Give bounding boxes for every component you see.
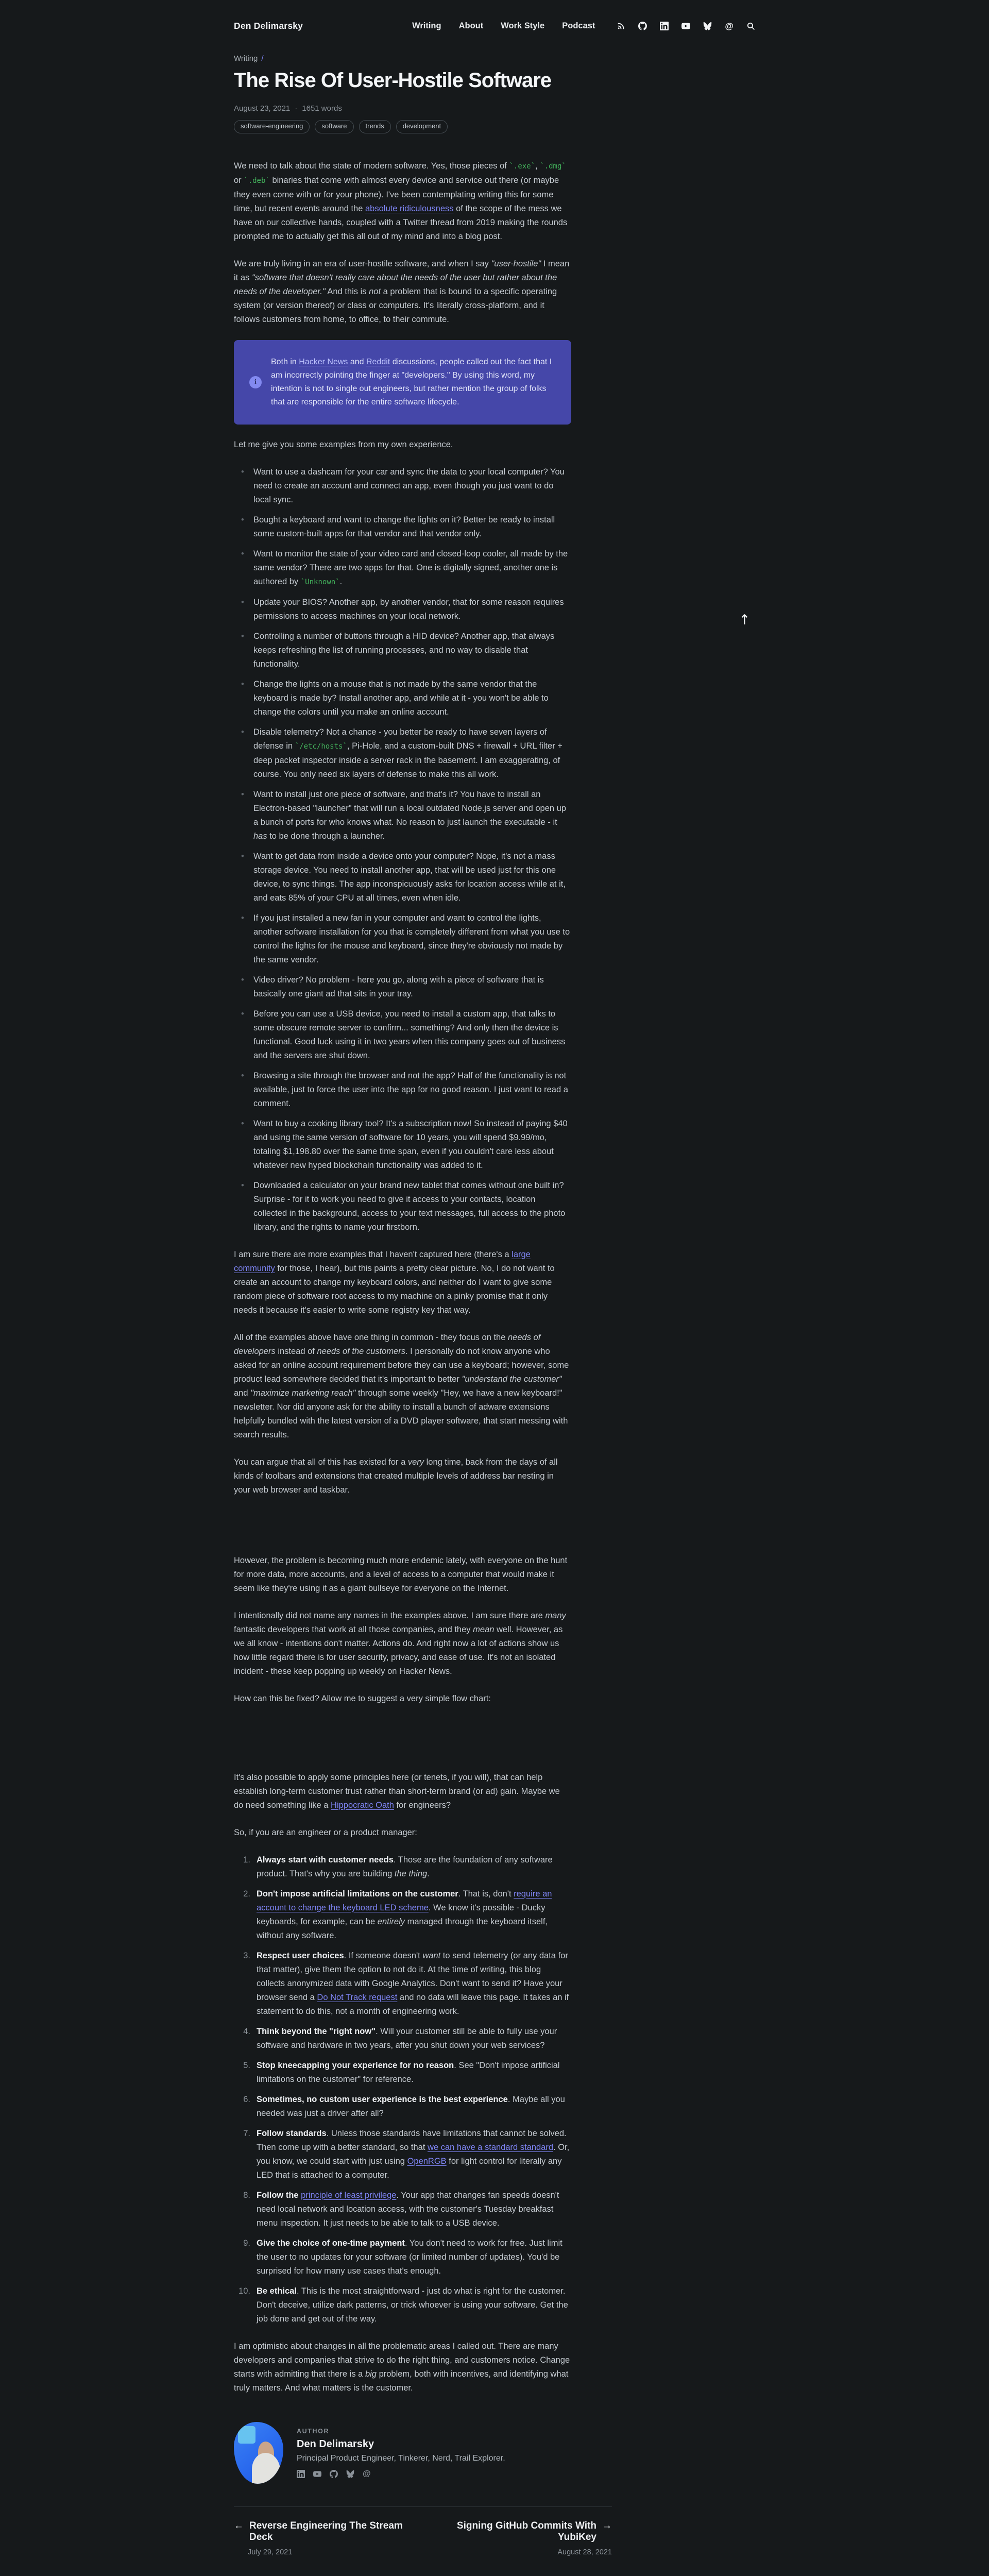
nav-about[interactable]: About (458, 21, 484, 30)
inline-link[interactable]: principle of least privilege (301, 2190, 397, 2200)
next-post-link[interactable] (422, 2520, 612, 2543)
info-icon: i (249, 376, 262, 388)
principles-list (234, 1853, 571, 2326)
tag-list (234, 120, 755, 133)
meta-separator: · (295, 104, 298, 113)
arrow-left-icon: ← (234, 2520, 244, 2531)
example-item: • Browsing a site through the browser and not the app? Half of the functionality is not available, just to force the user into the app for no good reason. I just want to read a comment. (253, 1069, 571, 1111)
example-item: • If you just installed a new fan in your computer and want to control the lights, another software installation for you that is completely different from what you use to control the lights for the mouse and keyboard, since they're obviously not made by the same vendor. (253, 911, 571, 967)
site-footer (234, 2506, 755, 2576)
author-label: AUTHOR (297, 2427, 330, 2435)
brand-link[interactable]: Den Delimarsky (234, 21, 303, 31)
inline-em: the thing (394, 1869, 428, 1878)
inline-em: not (369, 286, 381, 296)
paragraph: You can argue that all of this has existed for a very long time, back from the days of all kinds of toolbars and extensions that created multiple levels of address bar nesting in your web browser and taskbar. (234, 1457, 558, 1495)
next-post-title: Signing GitHub Commits With YubiKey (456, 2520, 596, 2543)
principle-item: Don't impose artificial limitations on the customer. That is, don't require an account to change the keyboard LED scheme. We know it's possible - Ducky keyboards, for example, can be entirely managed through the keyboard itself, without any software. (257, 1889, 552, 1940)
example-item: • Want to use a dashcam for your car and sync the data to your local computer? You need to create an account and connect an app, even though you just want to do local sync. (253, 465, 571, 507)
nav-podcast[interactable]: Podcast (562, 21, 595, 30)
bluesky-icon[interactable] (703, 22, 712, 30)
paragraph: So, if you are an engineer or a product manager: (234, 1827, 417, 1837)
inline-link[interactable]: OpenRGB (407, 2156, 447, 2166)
inline-code: ` .exe ` (509, 162, 535, 171)
paragraph: I intentionally did not name any names in the examples above. I am sure there are many fantastic developers that work at all those companies, and they mean well. However, as we all know - intentions don't matter. Actions do. And right now a lot of actions show us how little regard there is for user security, privacy, and ease of use. It's not an isolated incident - these keep popping up weekly on Hacker News. (234, 1611, 566, 1676)
example-item: • Downloaded a calculator on your brand new tablet that comes without one built in? Surprise - for it to work you need to give it access to your contacts, location collected in the background, access to your text messages, full access to the photo library, and the rights to name your firstborn. (253, 1179, 571, 1234)
author-info (297, 2428, 505, 2478)
paragraph: All of the examples above have one thing in common - they focus on the needs of developers instead of needs of the customers. I personally do not know anyone who asked for an online account requirement before they can use a keyboard; however, some product lead somewhere decided that it's important to better "understand the customer" and "maximize marketing reach" through some weekly "Hey, we have a new keyboard!" newsletter. Nor did anyone ask for the ability to install a bunch of adware extensions helpfully bundled with the latest version of a DVD player software, that start messing with search results. (234, 1332, 569, 1439)
mastodon-icon[interactable]: @ (363, 2469, 371, 2478)
info-callout (234, 340, 571, 425)
inline-link[interactable]: require an account to change the keyboard LED scheme (257, 1889, 552, 1912)
word-count: 1651 words (302, 104, 342, 113)
inline-em: many (545, 1611, 566, 1620)
next-post-date: August 28, 2021 (557, 2548, 612, 2556)
scroll-top-button[interactable]: ↑ (737, 611, 753, 629)
inline-strong: Think beyond the "right now" (257, 2026, 376, 2036)
inline-link[interactable]: absolute ridiculousness (365, 204, 454, 213)
author-social-row (297, 2470, 505, 2478)
breadcrumb (234, 54, 755, 63)
example-item: • Want to buy a cooking library tool? It's a subscription now! So instead of paying $40 and using the same version of software for 10 years, you will spend $9.99/mo, totaling $1,198.80 over the same time span, even if you couldn't care less about whatever new hyped blockchain functionality was added to it. (253, 1117, 571, 1173)
inline-code: ` .deb ` (244, 177, 270, 185)
inline-em: mean (473, 1624, 494, 1634)
principle-item: Always start with customer needs. Those are the foundation of any software product. That's why you are building the thing. (257, 1855, 553, 1878)
rss-icon[interactable] (617, 22, 625, 30)
paragraph: We are truly living in an era of user-hostile software, and when I say "user-hostile" I mean it as "software that doesn't really care about the needs of the user but rather about the needs of the developer." And this is not a problem that is bound to a specific operating system (or version thereof) or class or computers. It's literally cross-platform, and it follows customers from home, to office, to their commute. (234, 259, 570, 324)
inline-em: very (407, 1457, 424, 1467)
inline-em: entirely (377, 1917, 405, 1926)
post-meta (234, 104, 755, 113)
paragraph: However, the problem is becoming much more endemic lately, with everyone on the hunt for more data, more accounts, and a level of access to a computer that would make it seem like they're using it as a giant bullseye for everyone on the Internet. (234, 1555, 568, 1593)
flowchart-placeholder (234, 1719, 571, 1771)
inline-strong: Be ethical (257, 2286, 297, 2296)
header-icon-row (617, 22, 755, 30)
principle-item: Be ethical. This is the most straightforward - just do what is right for the customer. Don't deceive, utilize dark patterns, or trick whoever is using your software. Get the job done and get out of the way. (257, 2286, 568, 2324)
principle-item: Follow the principle of least privilege. Your app that changes fan speeds doesn't need local network and location access, with the customer's Tuesday breakfast menu inspection. It just needs to be able to talk to a USB device. (257, 2190, 559, 2228)
article-body (234, 159, 571, 2395)
inline-em: needs of developers (234, 1332, 541, 1356)
bluesky-icon[interactable] (346, 2470, 354, 2478)
inline-em: "understand the customer" (462, 1374, 562, 1384)
inline-link[interactable]: Hippocratic Oath (331, 1800, 394, 1810)
inline-em: want (422, 1951, 441, 1960)
embed-placeholder (234, 1511, 571, 1554)
inline-code: ` Unknown ` (301, 578, 340, 586)
inline-em: needs of the customers (317, 1346, 405, 1356)
nav-writing[interactable]: Writing (412, 21, 441, 30)
inline-code: ` /etc/hosts ` (295, 742, 347, 751)
nav-work-style[interactable]: Work Style (501, 21, 545, 30)
post-navigation (234, 2520, 612, 2556)
page (234, 0, 755, 2576)
inline-link[interactable]: we can have a standard standard (428, 2142, 554, 2152)
inline-strong: Follow standards (257, 2128, 327, 2138)
youtube-icon[interactable] (681, 22, 690, 30)
example-item: • Update your BIOS? Another app, by another vendor, that for some reason requires permissions to access machines on your local network. (253, 596, 571, 623)
inline-link[interactable]: Hacker News (299, 357, 348, 366)
github-icon[interactable] (330, 2470, 338, 2478)
example-item: • Before you can use a USB device, you need to install a custom app, that talks to some obscure remote server to confirm... something? And only then the device is functional. Good luck using it in two years when this company goes out of business and the servers are shut down. (253, 1007, 571, 1063)
paragraph: Let me give you some examples from my own experience. (234, 439, 453, 449)
example-item: • Want to get data from inside a device onto your computer? Nope, it's not a mass storage device. You need to install another app, that will be used just for this one device, to sync things. The app inconspicuously asks for location access while at it, and eats 85% of your CPU at all times, even when idle. (253, 850, 571, 905)
principle-item: Stop kneecapping your experience for no reason. See "Don't impose artificial limitations on the customer" for reference. (257, 2060, 560, 2084)
inline-strong: Stop kneecapping your experience for no reason (257, 2060, 454, 2070)
inline-em: big (365, 2369, 377, 2379)
github-icon[interactable] (638, 22, 647, 30)
inline-em: "maximize marketing reach" (250, 1388, 356, 1398)
tag-software-engineering[interactable]: software-engineering (234, 120, 310, 133)
inline-link[interactable]: Do Not Track request (317, 1992, 398, 2002)
paragraph: I am optimistic about changes in all the problematic areas I called out. There are many developers and companies that strive to do the right thing, and customers notice. Change starts with admitting that there is a big problem, both with incentives, and identifying what truly matters. And what matters is the customer. (234, 2341, 570, 2393)
inline-em: "software that doesn't really care about the needs of the user but rather about the needs of the developer." (234, 273, 557, 296)
inline-em: "user-hostile" (491, 259, 541, 268)
example-item: • Controlling a number of buttons through a HID device? Another app, that always keeps refreshing the list of running processes, and no way to disable that functionality. (253, 630, 571, 671)
previous-post (234, 2520, 422, 2556)
breadcrumb-separator: / (261, 54, 264, 63)
paragraph: How can this be fixed? Allow me to suggest a very simple flow chart: (234, 1693, 491, 1703)
tag-trends[interactable]: trends (359, 120, 391, 133)
principle-item: Sometimes, no custom user experience is the best experience. Maybe all you needed was just a driver after all? (257, 2094, 565, 2118)
next-post (422, 2520, 612, 2556)
author-role: Principal Product Engineer, Tinkerer, Nerd, Trail Explorer. (297, 2453, 505, 2463)
footer-divider (234, 2506, 612, 2507)
linkedin-icon[interactable] (297, 2470, 305, 2478)
arrow-right-icon: → (602, 2520, 612, 2531)
breadcrumb-writing-link[interactable]: Writing (234, 54, 258, 63)
principle-item: Think beyond the "right now". Will your customer still be able to fully use your software and hardware in two years, after you shut down your web services? (257, 2026, 557, 2050)
examples-list (234, 465, 571, 1234)
site-header (234, 21, 755, 31)
search-icon[interactable] (746, 22, 755, 30)
principle-item: Respect user choices. If someone doesn't want to send telemetry (or any data for that matter), give them the option to not do it. At the time of writing, this blog collects anonymized data with Google Analytics. Don't want to send it? Have your browser send a Do Not Track request and no data will leave this page. It takes an if statement to do this, not a month of engineering work. (257, 1951, 569, 2016)
tag-development[interactable]: development (396, 120, 448, 133)
inline-strong: Don't impose artificial limitations on the customer (257, 1889, 458, 1899)
inline-strong: Give the choice of one-time payment (257, 2238, 405, 2248)
youtube-icon[interactable] (313, 2470, 321, 2478)
example-item: • Want to install just one piece of software, and that's it? You have to install an Electron-based "launcher" that will run a local outdated Node.js server and open up a bunch of ports for who knows what. No reason to just launch the executable - it has to be done through a launcher. (253, 788, 571, 843)
tag-software[interactable]: software (315, 120, 353, 133)
principle-item: Give the choice of one-time payment. You don't need to work for free. Just limit the user to no updates for your software (or limited number of updates). You'd be surprised for how many use cases that's enough. (257, 2238, 562, 2276)
mastodon-icon[interactable]: @ (725, 21, 734, 31)
inline-strong: Sometimes, no custom user experience is the best experience (257, 2094, 508, 2104)
inline-code: ` .dmg ` (540, 162, 566, 171)
previous-post-date: July 29, 2021 (248, 2548, 293, 2556)
inline-strong: Respect user choices (257, 1951, 344, 1960)
inline-em: has (253, 831, 267, 841)
page-title: The Rise Of User-Hostile Software (234, 69, 552, 92)
inline-link[interactable]: large community (234, 1249, 531, 1273)
main (234, 54, 755, 2484)
author-name: Den Delimarsky (297, 2438, 374, 2450)
inline-link[interactable]: Reddit (366, 357, 390, 366)
example-item: • Bought a keyboard and want to change the lights on it? Better be ready to install some custom-built apps for that vendor and that vendor only. (253, 513, 571, 541)
author-avatar (234, 2422, 283, 2484)
post-date: August 23, 2021 (234, 104, 291, 113)
principle-item: Follow standards. Unless those standards have limitations that cannot be solved. Then come up with a better standard, so that we can have a standard standard. Or, you know, we could start with just using OpenRGB for light control for literally any LED that is attached to a computer. (257, 2128, 570, 2180)
primary-nav (412, 21, 755, 31)
callout-text: Both in Hacker News and Reddit discussions, people called out the fact that I am incorrectly pointing the finger at "developers." By using this word, my intention is not to single out engineers, but rather mention the group of folks that are responsible for the entire software lifecycle. (271, 357, 552, 406)
author-card (234, 2422, 571, 2484)
example-item: • Disable telemetry? Not a chance - you better be ready to have seven layers of defense in ` /etc/hosts ` , Pi-Hole, and a custom-built DNS + firewall + URL filter + deep packet inspector inside a server rack in the basement. I am exaggerating, of course. You only need six layers of defense to make this all work. (253, 725, 571, 782)
example-item: • Change the lights on a mouse that is not made by the same vendor that the keyboard is made by? Install another app, and while at it - you won't be able to change the colors until you make an online account. (253, 677, 571, 719)
linkedin-icon[interactable] (660, 22, 669, 30)
paragraph: It's also possible to apply some principles here (or tenets, if you will), that can help establish long-term customer trust rather than short-term brand (or ad) gain. Maybe we do need something like a Hippocratic Oath for engineers? (234, 1772, 560, 1810)
example-item: • Video driver? No problem - here you go, along with a piece of software that is basically one giant ad that sits in your tray. (253, 973, 571, 1001)
inline-strong: Always start with customer needs (257, 1855, 394, 1865)
paragraph: We need to talk about the state of modern software. Yes, those pieces of ` .exe ` , ` .dmg ` or ` .deb ` binaries that come with almost every device and service out there (or maybe they even come with or for your phone). I've been contemplating writing this for some time, but recent events around the absolute ridiculousness of the scope of the mess we have on our collective hands, coupled with a Twitter thread from 2019 making the rounds prompted me to actually get this all out of my mind and into a blog post. (234, 159, 571, 244)
inline-strong: Follow the (257, 2190, 301, 2200)
previous-post-title: Reverse Engineering The Stream Deck (249, 2520, 403, 2543)
paragraph: I am sure there are more examples that I haven't captured here (there's a large community for those, I hear), but this paints a pretty clear picture. No, I do not want to create an account to change my keyboard colors, and neither do I want to give some random piece of software root access to my machine on a pinky promise that it only needs it because it's easier to write some registry key that way. (234, 1249, 555, 1315)
previous-post-link[interactable] (234, 2520, 422, 2543)
example-item: • Want to monitor the state of your video card and closed-loop cooler, all made by the same vendor? There are two apps for that. One is digitally signed, another one is authored by ` Unknown ` . (253, 547, 571, 589)
